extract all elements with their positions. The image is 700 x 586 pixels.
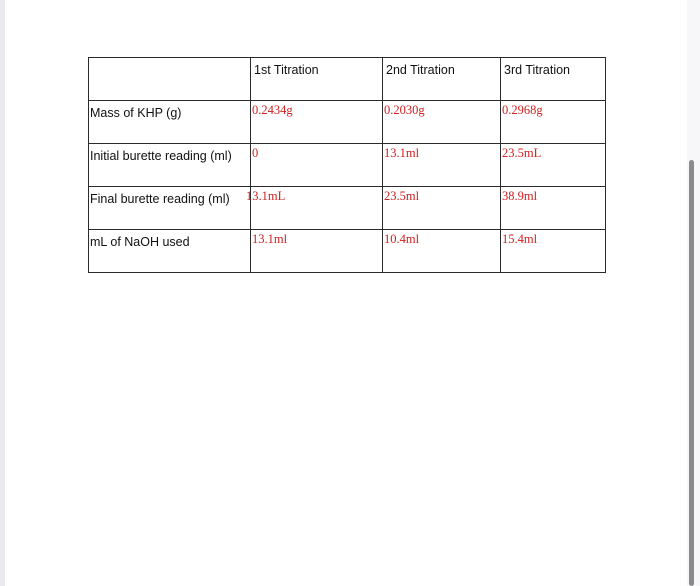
row-label-initial-burette: Initial burette reading (ml) (90, 149, 232, 163)
table-row (89, 101, 606, 144)
handwritten-value: 23.5ml (384, 189, 420, 203)
handwritten-value: 38.9ml (502, 189, 538, 203)
scrollbar-thumb[interactable] (689, 160, 694, 586)
value-cell (383, 144, 501, 187)
value-cell (501, 101, 606, 144)
header-1st-titration: 1st Titration (254, 63, 319, 77)
value-cell (251, 230, 383, 273)
handwritten-value: 13.1mL (246, 189, 286, 203)
value-cell (383, 230, 501, 273)
header-2nd-titration: 2nd Titration (386, 63, 455, 77)
value-cell (246, 187, 383, 230)
value-cell (251, 101, 383, 144)
header-cell-3rd (501, 58, 606, 101)
handwritten-value: 13.1ml (252, 232, 288, 246)
value-cell (251, 144, 383, 187)
handwritten-value: 10.4ml (384, 232, 420, 246)
row-label-cell (89, 101, 251, 144)
handwritten-value: 0 (252, 146, 259, 160)
table-row (89, 144, 606, 187)
handwritten-value: 0.2030g (384, 103, 425, 117)
handwritten-value: 0.2434g (252, 103, 293, 117)
handwritten-value: 13.1ml (384, 146, 420, 160)
header-3rd-titration: 3rd Titration (504, 63, 571, 77)
value-cell (501, 230, 606, 273)
value-cell (383, 101, 501, 144)
value-cell (501, 187, 606, 230)
header-cell-blank (89, 58, 251, 101)
row-label-final-burette: Final burette reading (ml) (90, 192, 230, 206)
header-cell-2nd (383, 58, 501, 101)
row-label-mass-khp: Mass of KHP (g) (90, 106, 182, 120)
table-row (89, 187, 606, 230)
value-cell (501, 144, 606, 187)
row-label-cell (89, 144, 251, 187)
row-label-naoh-used: mL of NaOH used (90, 235, 190, 249)
table-row (89, 230, 606, 273)
titration-table (88, 57, 606, 273)
value-cell (383, 187, 501, 230)
row-label-cell (89, 187, 251, 230)
header-cell-1st (251, 58, 383, 101)
table-header-row (89, 58, 606, 101)
handwritten-value: 15.4ml (502, 232, 538, 246)
handwritten-value: 23.5mL (502, 146, 542, 160)
row-label-cell (89, 230, 251, 273)
handwritten-value: 0.2968g (502, 103, 543, 117)
